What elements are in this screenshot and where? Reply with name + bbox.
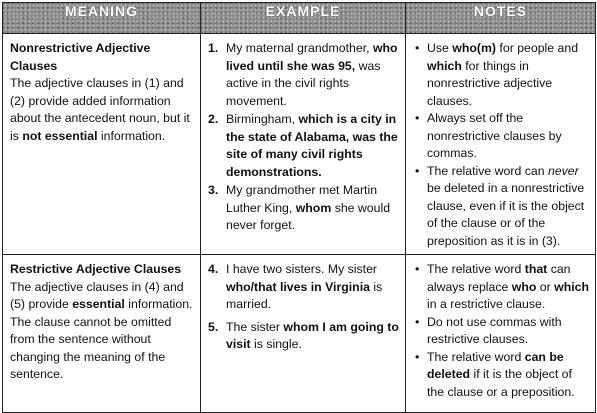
meaning-cell (3, 34, 201, 255)
example-item: 2. Birmingham, which is a city in the state of Alabama, was the site of many civil rights demonstrations. (208, 112, 398, 179)
example-item: 1. My maternal grandmother, who lived until she was 95, was active in the civil rights movement. (208, 41, 398, 108)
meaning-text: The adjective clauses in (4) and (5) provide essential information. The clause cannot be omitted from the sentence without changing the meaning of the sentence. (10, 279, 193, 381)
table-row-nonrestrictive (3, 34, 596, 255)
notes-cell (406, 255, 596, 413)
note-item: • Use who(m) for people and which for things in nonrestrictive adjective clauses. (415, 41, 579, 108)
meaning-text: The adjective clauses in (1) and (2) provide added information about the antecedent noun, but it is not essential information. (10, 76, 190, 143)
notes-cell (406, 34, 596, 255)
note-item: • The relative word can never be deleted in a nonrestrictive clause, even if it is the object of the clause or of the preposition as it is in (3). (415, 163, 585, 248)
header-example: EXAMPLE (201, 3, 406, 34)
note-item: • Do not use commas with restrictive clauses. (415, 314, 562, 346)
grammar-table (2, 2, 596, 413)
example-cell (201, 255, 406, 413)
note-item: • The relative word that can always replace who or which in a restrictive clause. (415, 262, 589, 311)
example-cell (201, 34, 406, 255)
header-meaning: MEANING (3, 3, 201, 34)
example-item: 4. I have two sisters. My sister who/that lives in Virginia is married. (208, 262, 383, 311)
meaning-title: Restrictive Adjective Clauses (10, 262, 182, 276)
meaning-title: Nonrestrictive Adjective Clauses (10, 41, 151, 73)
example-item: 3. My grandmother met Martin Luther King, whom she would never forget. (208, 183, 391, 232)
example-item: 5. The sister whom I am going to visit is single. (208, 319, 399, 351)
header-notes: NOTES (406, 3, 596, 34)
note-item: • Always set off the nonrestrictive clauses by commas. (415, 111, 562, 160)
meaning-cell (3, 255, 201, 413)
table-row-restrictive (3, 255, 596, 413)
note-item: • The relative word can be deleted if it is the object of the clause or a preposition. (415, 349, 575, 399)
header-row (3, 3, 596, 34)
